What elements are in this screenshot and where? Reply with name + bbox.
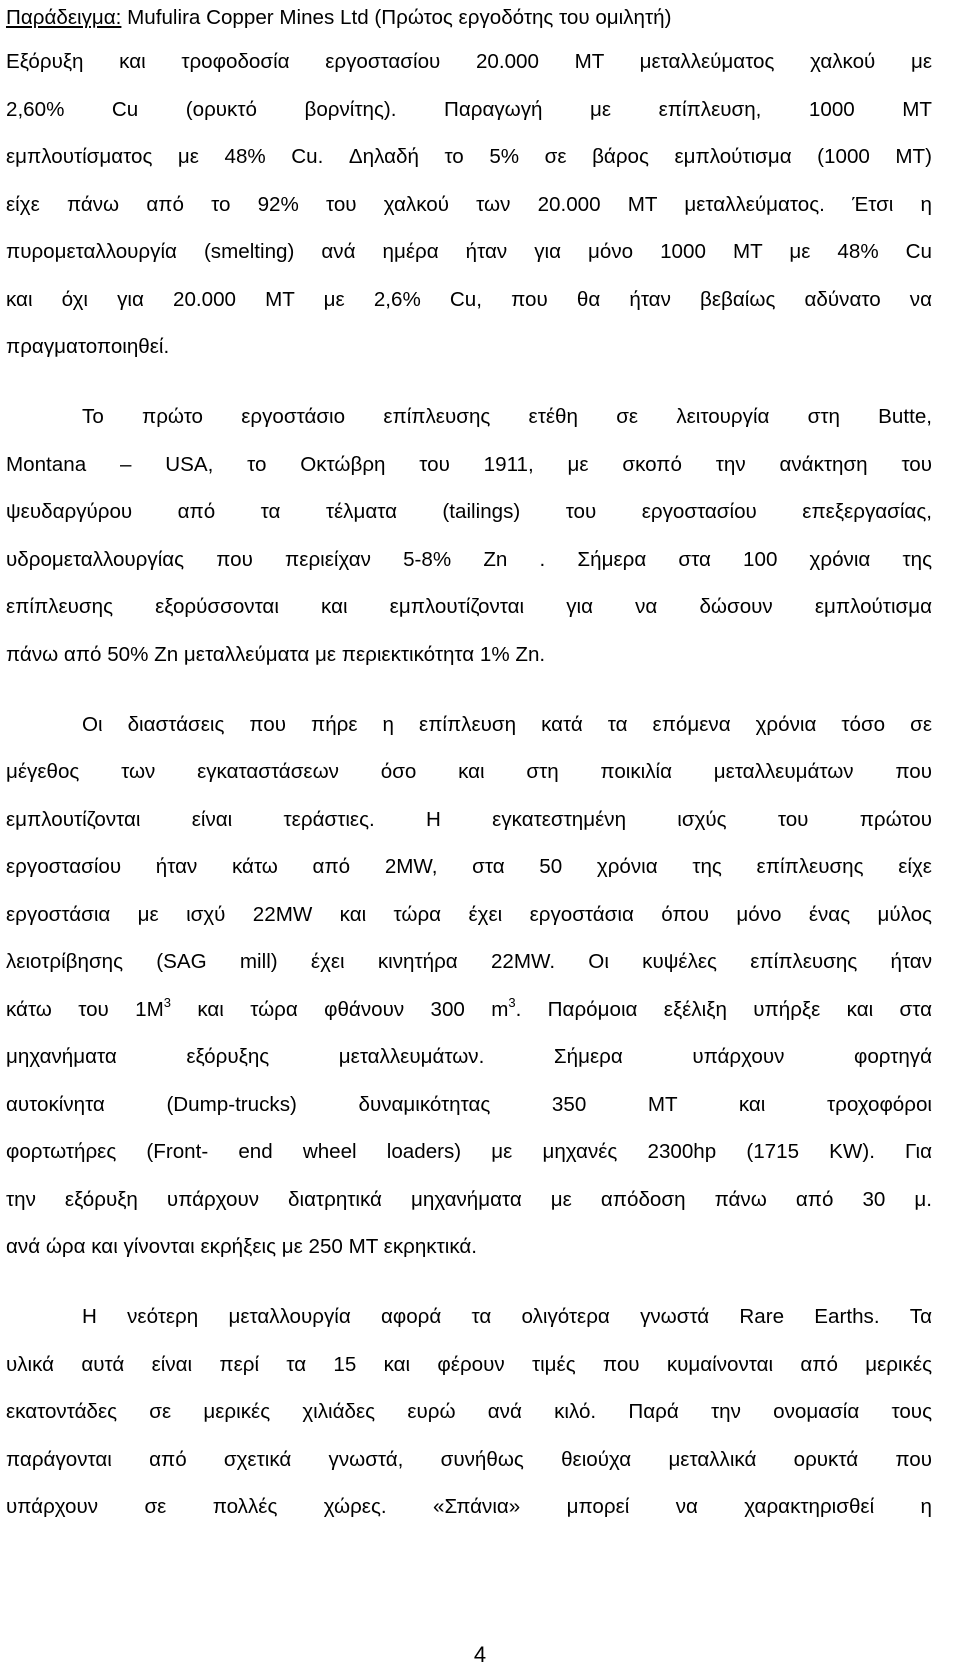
example-label: Παράδειγμα: [6,6,122,29]
paragraph-line: υπάρχουν σε πολλές χώρες. «Σπάνια» μπορεί να χαρακτηρισθεί η [6,1495,932,1518]
paragraph-line: εκατοντάδες σε μερικές χιλιάδες ευρώ ανά κιλό. Παρά την ονομασία τους [6,1400,932,1423]
paragraph-line: πυρομεταλλουργία (smelting) ανά ημέρα ήταν για μόνο 1000 MT με 48% Cu [6,240,932,263]
paragraph-line: ανά ώρα και γίνονται εκρήξεις με 250 MT εκρηκτικά. [6,1235,477,1258]
paragraph-line: Η νεότερη μεταλλουργία αφορά τα ολιγότερα γνωστά Rare Earths. Τα [82,1305,932,1328]
paragraph-line: ψευδαργύρου από τα τέλματα (tailings) του εργοστασίου επεξεργασίας, [6,500,932,523]
paragraph-line: είχε πάνω από το 92% του χαλκού των 20.000 MT μεταλλεύματος. Έτσι η [6,193,932,216]
paragraph-line: πάνω από 50% Zn μεταλλεύματα με περιεκτικότητα 1% Zn. [6,643,546,666]
paragraph-line: εμπλουτίσματος με 48% Cu. Δηλαδή το 5% σε βάρος εμπλούτισμα (1000 MT) [6,145,932,168]
paragraph-line: πραγματοποιηθεί. [6,335,170,358]
paragraph-line-with-superscripts [6,995,933,1022]
cell-text-3: . Παρόμοια εξέλιξη υπήρξε και στα [515,998,933,1021]
cell-text-2: και τώρα φθάνουν 300 m [170,998,509,1021]
paragraph-line: αυτοκίνητα (Dump-trucks) δυναμικότητας 350 MT και τροχοφόροι [6,1093,932,1116]
paragraph-line: παράγονται από σχετικά γνωστά, συνήθως θειούχα μεταλλικά ορυκτά που [6,1448,932,1471]
example-title: Mufulira Copper Mines Ltd (Πρώτος εργοδότης του ομιλητή) [121,6,672,29]
paragraph-line: Το πρώτο εργοστάσιο επίπλευσης ετέθη σε λειτουργία στη Butte, [82,405,932,428]
paragraph-line: και όχι για 20.000 MT με 2,6% Cu, που θα ήταν βεβαίως αδύνατο να [6,288,932,311]
paragraph-line: Οι διαστάσεις που πήρε η επίπλευση κατά τα επόμενα χρόνια τόσο σε [82,713,932,736]
paragraph-line: εμπλουτίζονται είναι τεράστιες. Η εγκατεστημένη ισχύς του πρώτου [6,808,932,831]
paragraph-line: λειοτρίβησης (SAG mill) έχει κινητήρα 22MW. Οι κυψέλες επίπλευσης ήταν [6,950,932,973]
paragraph-line: υλικά αυτά είναι περί τα 15 και φέρουν τιμές που κυμαίνονται από μερικές [6,1353,932,1376]
paragraph-line: Εξόρυξη και τροφοδοσία εργοστασίου 20.000 MT μεταλλεύματος χαλκού με [6,50,932,73]
example-heading [6,6,932,30]
paragraph-line: μέγεθος των εγκαταστάσεων όσο και στη ποικιλία μεταλλευμάτων που [6,760,932,783]
superscript-cubed: 3 [163,995,171,1010]
cell-text-1: κάτω του 1M [6,998,164,1021]
paragraph-line: 2,60% Cu (ορυκτό βορνίτης). Παραγωγή με επίπλευση, 1000 MT [6,98,932,121]
paragraph-line: την εξόρυξη υπάρχουν διατρητικά μηχανήματα με απόδοση πάνω από 30 μ. [6,1188,932,1211]
paragraph-line: εργοστάσια με ισχύ 22MW και τώρα έχει εργοστάσια όπου μόνο ένας μύλος [6,903,932,926]
paragraph-line: επίπλευσης εξορύσσονται και εμπλουτίζονται για να δώσουν εμπλούτισμα [6,595,932,618]
paragraph-line: φορτωτήρες (Front- end wheel loaders) με μηχανές 2300hp (1715 KW). Για [6,1140,932,1163]
paragraph-line: εργοστασίου ήταν κάτω από 2MW, στα 50 χρόνια της επίπλευσης είχε [6,855,932,878]
paragraph-line: Montana – USA, το Οκτώβρη του 1911, με σκοπό την ανάκτηση του [6,453,932,476]
paragraph-line: υδρομεταλλουργίας που περιείχαν 5-8% Zn . Σήμερα στα 100 χρόνια της [6,548,932,571]
superscript-cubed: 3 [508,995,516,1010]
paragraph-line: μηχανήματα εξόρυξης μεταλλευμάτων. Σήμερα υπάρχουν φορτηγά [6,1045,932,1068]
page-number: 4 [473,1642,487,1667]
